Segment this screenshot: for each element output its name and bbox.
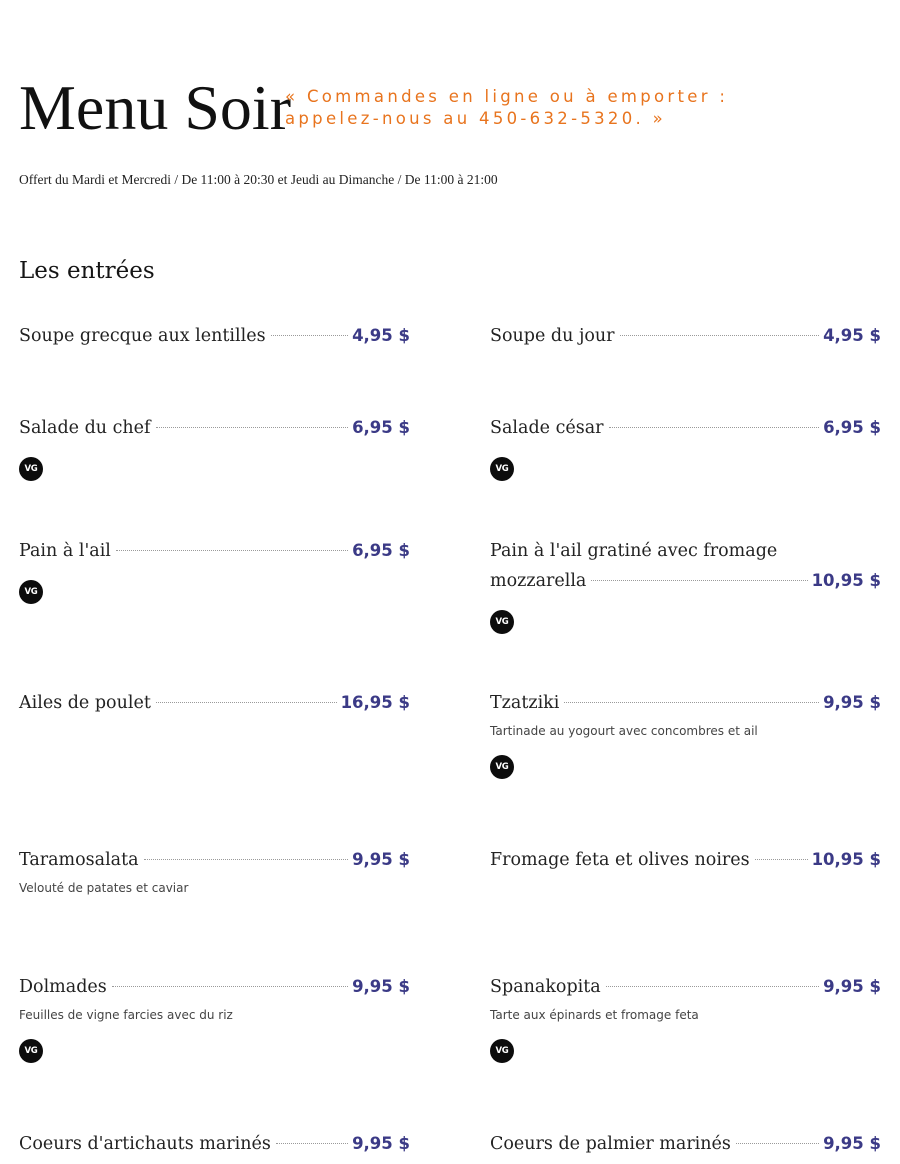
menu-item[interactable] [490, 1129, 881, 1159]
item-price: 9,95 $ [823, 1134, 881, 1153]
menu-item[interactable] [490, 536, 881, 634]
item-name: Pain à l'ail [19, 541, 111, 561]
menu-item[interactable] [490, 845, 881, 875]
menu-item[interactable] [19, 1129, 410, 1159]
dotted-leader [156, 427, 349, 428]
item-price: 6,95 $ [352, 418, 410, 437]
dotted-leader [755, 859, 808, 860]
dotted-leader [736, 1143, 819, 1144]
dotted-leader [112, 986, 348, 987]
dotted-leader [156, 702, 337, 703]
dotted-leader [564, 702, 819, 703]
item-name: Pain à l'ail gratiné avec fromage [490, 541, 778, 561]
section-title-entrees: Les entrées [19, 258, 155, 284]
item-price: 9,95 $ [823, 693, 881, 712]
item-price: 10,95 $ [811, 571, 881, 590]
item-price: 6,95 $ [823, 418, 881, 437]
takeout-notice-line-2: appelez-nous au 450-632-5320. » [285, 109, 666, 128]
item-price: 10,95 $ [811, 850, 881, 869]
item-name: Spanakopita [490, 977, 601, 997]
menu-item[interactable] [490, 972, 881, 1063]
item-name: Dolmades [19, 977, 107, 997]
item-name: Coeurs de palmier marinés [490, 1134, 731, 1154]
item-description: Tartinade au yogourt avec concombres et ail [490, 724, 758, 738]
item-description: Tarte aux épinards et fromage feta [490, 1008, 699, 1022]
vegetarian-badge-icon: VG [19, 457, 43, 481]
dotted-leader [620, 335, 820, 336]
dotted-leader [144, 859, 348, 860]
vegetarian-badge-icon: VG [490, 755, 514, 779]
menu-item[interactable] [490, 321, 881, 351]
dotted-leader [116, 550, 348, 551]
item-price: 16,95 $ [340, 693, 410, 712]
item-price: 9,95 $ [352, 977, 410, 996]
menu-item[interactable] [490, 688, 881, 779]
dotted-leader [271, 335, 349, 336]
dotted-leader [606, 986, 819, 987]
item-name: Fromage feta et olives noires [490, 850, 750, 870]
menu-item[interactable] [19, 688, 410, 718]
dotted-leader [591, 580, 807, 581]
takeout-notice [285, 86, 728, 130]
menu-header [19, 72, 889, 142]
vegetarian-badge-icon: VG [490, 610, 514, 634]
takeout-notice-line-1: « Commandes en ligne ou à emporter : [285, 87, 729, 106]
item-name: Soupe du jour [490, 326, 615, 346]
item-price: 9,95 $ [352, 850, 410, 869]
item-name: Coeurs d'artichauts marinés [19, 1134, 271, 1154]
menu-item[interactable] [19, 321, 410, 351]
item-description: Velouté de patates et caviar [19, 881, 189, 895]
item-name: Salade césar [490, 418, 604, 438]
item-name: Taramosalata [19, 850, 139, 870]
item-price: 9,95 $ [352, 1134, 410, 1153]
item-name: Salade du chef [19, 418, 151, 438]
item-description: Feuilles de vigne farcies avec du riz [19, 1008, 233, 1022]
menu-item[interactable] [19, 536, 410, 604]
item-price: 4,95 $ [352, 326, 410, 345]
vegetarian-badge-icon: VG [490, 1039, 514, 1063]
menu-item[interactable] [490, 413, 881, 481]
vegetarian-badge-icon: VG [19, 580, 43, 604]
menu-item[interactable] [19, 413, 410, 481]
item-price: 4,95 $ [823, 326, 881, 345]
item-name-continued: mozzarella [490, 571, 587, 591]
menu-item[interactable] [19, 972, 410, 1063]
menu-item[interactable] [19, 845, 410, 896]
dotted-leader [276, 1143, 348, 1144]
item-name: Ailes de poulet [19, 693, 151, 713]
vegetarian-badge-icon: VG [490, 457, 514, 481]
item-price: 9,95 $ [823, 977, 881, 996]
dotted-leader [609, 427, 820, 428]
item-name: Soupe grecque aux lentilles [19, 326, 266, 346]
vegetarian-badge-icon: VG [19, 1039, 43, 1063]
item-price: 6,95 $ [352, 541, 410, 560]
page-title: Menu Soir [19, 72, 291, 143]
opening-hours: Offert du Mardi et Mercredi / De 11:00 à 20:30 et Jeudi au Dimanche / De 11:00 à 21:00 [19, 172, 498, 187]
item-name: Tzatziki [490, 693, 560, 713]
